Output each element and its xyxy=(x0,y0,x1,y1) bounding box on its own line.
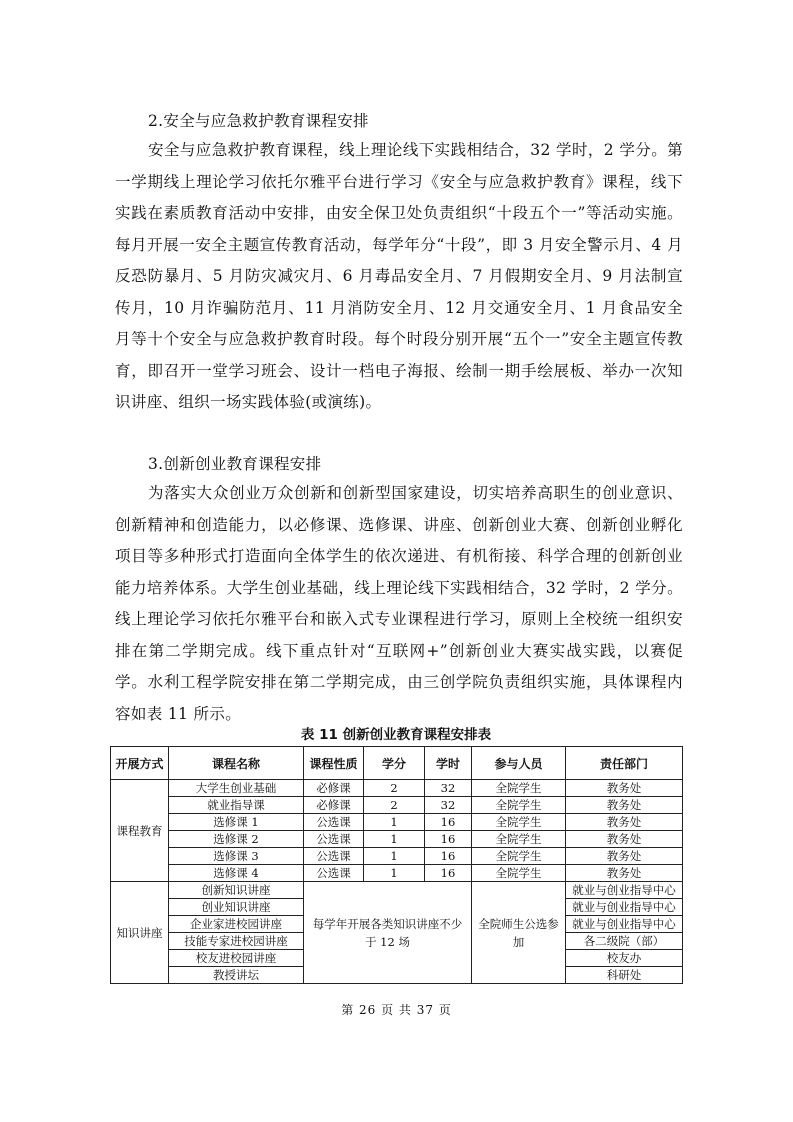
course-name-cell: 校友进校园讲座 xyxy=(169,950,304,967)
department-cell: 教务处 xyxy=(566,780,683,797)
header-hours: 学时 xyxy=(425,747,472,780)
course-type-cell: 公选课 xyxy=(304,848,364,865)
table-header-row xyxy=(111,747,683,780)
participants-cell: 全院学生 xyxy=(472,797,566,814)
hours-cell: 32 xyxy=(425,797,472,814)
course-name-cell: 技能专家进校园讲座 xyxy=(169,933,304,950)
header-mode: 开展方式 xyxy=(111,747,169,780)
table-row xyxy=(111,797,683,814)
participants-cell: 全院学生 xyxy=(472,865,566,882)
lecture-participants-cell: 全院师生公选参加 xyxy=(472,882,566,984)
department-cell: 教务处 xyxy=(566,814,683,831)
credit-cell: 1 xyxy=(364,848,425,865)
credit-cell: 2 xyxy=(364,797,425,814)
department-cell: 科研处 xyxy=(566,967,683,984)
participants-cell: 全院学生 xyxy=(472,780,566,797)
mode-cell-lectures: 知识讲座 xyxy=(111,882,169,984)
course-name-cell: 创业知识讲座 xyxy=(169,899,304,916)
header-department: 责任部门 xyxy=(566,747,683,780)
course-name-cell: 选修课 4 xyxy=(169,865,304,882)
department-cell: 校友办 xyxy=(566,950,683,967)
header-course-type: 课程性质 xyxy=(304,747,364,780)
page-number: 第 26 页 共 37 页 xyxy=(341,1003,452,1017)
course-type-cell: 公选课 xyxy=(304,814,364,831)
table-row xyxy=(111,814,683,831)
credit-cell: 1 xyxy=(364,814,425,831)
credit-cell: 2 xyxy=(364,780,425,797)
participants-cell: 全院学生 xyxy=(472,848,566,865)
header-participants: 参与人员 xyxy=(472,747,566,780)
department-cell: 教务处 xyxy=(566,865,683,882)
table-row xyxy=(111,848,683,865)
department-cell: 教务处 xyxy=(566,848,683,865)
department-cell: 教务处 xyxy=(566,797,683,814)
department-cell: 就业与创业指导中心 xyxy=(566,899,683,916)
course-type-cell: 必修课 xyxy=(304,797,364,814)
table-caption: 表 11 创新创业教育课程安排表 xyxy=(300,727,492,743)
credit-cell: 1 xyxy=(364,831,425,848)
table-row xyxy=(111,831,683,848)
course-name-cell: 教授讲坛 xyxy=(169,967,304,984)
course-name-cell: 创新知识讲座 xyxy=(169,882,304,899)
header-course-name: 课程名称 xyxy=(169,747,304,780)
participants-cell: 全院学生 xyxy=(472,814,566,831)
course-name-cell: 选修课 2 xyxy=(169,831,304,848)
table-row xyxy=(111,882,683,899)
table-row xyxy=(111,780,683,797)
table-row xyxy=(111,865,683,882)
hours-cell: 16 xyxy=(425,814,472,831)
course-name-cell: 大学生创业基础 xyxy=(169,780,304,797)
participants-cell: 全院学生 xyxy=(472,831,566,848)
course-type-cell: 公选课 xyxy=(304,865,364,882)
hours-cell: 16 xyxy=(425,865,472,882)
course-type-cell: 必修课 xyxy=(304,780,364,797)
hours-cell: 16 xyxy=(425,848,472,865)
mode-cell-course-education: 课程教育 xyxy=(111,780,169,882)
section-heading-innovation: 3.创新创业教育课程安排 xyxy=(148,455,322,473)
department-cell: 就业与创业指导中心 xyxy=(566,916,683,933)
credit-cell: 1 xyxy=(364,865,425,882)
course-name-cell: 企业家进校园讲座 xyxy=(169,916,304,933)
hours-cell: 32 xyxy=(425,780,472,797)
department-cell: 教务处 xyxy=(566,831,683,848)
course-name-cell: 选修课 3 xyxy=(169,848,304,865)
section-heading-safety: 2.安全与应急救护教育课程安排 xyxy=(148,112,369,130)
lecture-description-cell: 每学年开展各类知识讲座不少于 12 场 xyxy=(304,882,472,984)
course-schedule-table xyxy=(110,746,683,984)
course-name-cell: 就业指导课 xyxy=(169,797,304,814)
hours-cell: 16 xyxy=(425,831,472,848)
header-credit: 学分 xyxy=(364,747,425,780)
course-name-cell: 选修课 1 xyxy=(169,814,304,831)
department-cell: 就业与创业指导中心 xyxy=(566,882,683,899)
course-type-cell: 公选课 xyxy=(304,831,364,848)
paragraph-innovation: 为落实大众创业万众创新和创新型国家建设，切实培养高职生的创业意识、创新精神和创造能力，以必修课、选修课、讲座、创新创业大赛、创新创业孵化项目等多种形式打造面向全体学生的依次递进、有机衔接、科学合理的创新创业能力培养体系。大学生创业基础，线上理论线下实践相结合，32 学时，2 学分。线上理论学习依托尔雅平台和嵌入式专业课程进行学习，原则上全校统一组织安排在第二学期完成。线下重点针对“互联网+”创新创业大赛实战实践，以赛促学。水利工程学院安排在第二学期完成，由三创学院负责组织实施，具体课程内容如表 11 所示。 xyxy=(115,484,683,723)
department-cell: 各二级院（部） xyxy=(566,933,683,950)
paragraph-safety: 安全与应急救护教育课程，线上理论线下实践相结合，32 学时，2 学分。第一学期线上理论学习依托尔雅平台进行学习《安全与应急救护教育》课程，线下实践在素质教育活动中安排，由安全保卫处负责组织“十段五个一”等活动实施。每月开展一安全主题宣传教育活动，每学年分“十段”，即 3 月安全警示月、4 月反恐防暴月、5 月防灾减灾月、6 月毒品安全月、7 月假期安全月、9 月法制宣传月，10 月诈骗防范月、11 月消防安全月、12 月交通安全月、1 月食品安全月等十个安全与应急救护教育时段。每个时段分别开展“五个一”安全主题宣传教育，即召开一堂学习班会、设计一档电子海报、绘制一期手绘展板、举办一次知识讲座、组织一场实践体验(或演练)。 xyxy=(115,141,683,411)
